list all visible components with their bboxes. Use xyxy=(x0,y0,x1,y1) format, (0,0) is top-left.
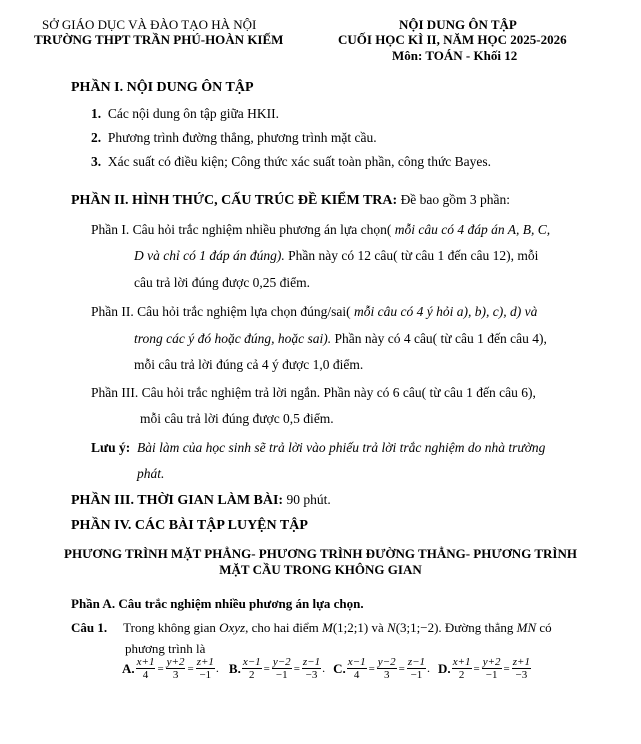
part4-topic-line2: MẶT CẦU TRONG KHÔNG GIAN xyxy=(219,562,422,577)
text: Phần này có 4 câu( từ câu 1 đến câu 4), xyxy=(331,331,547,346)
text: . Đường thẳng xyxy=(438,620,514,635)
part3-title: PHẦN III. THỜI GIAN LÀM BÀI: xyxy=(71,493,284,508)
part1-item-text: Phương trình đường thẳng, phương trình mặt cầu. xyxy=(107,130,377,145)
part2-p3-line2: mỗi câu trả lời đúng được 0,5 điểm. xyxy=(140,411,334,426)
part4-topic-line1: PHƯƠNG TRÌNH MẶT PHẲNG- PHƯƠNG TRÌNH ĐƯỜNG THẲNG- PHƯƠNG TRÌNH xyxy=(64,546,577,561)
math-point-n: N xyxy=(387,620,396,635)
header-left-line2: TRƯỜNG THPT TRẦN PHÚ-HOÀN KIẾM xyxy=(34,32,284,47)
part2-p2-line1 xyxy=(91,304,537,320)
part1-item-3 xyxy=(91,154,491,170)
fraction: $\frac{y+2}{-1}$ xyxy=(482,656,501,681)
question-label: Câu 1. xyxy=(71,620,108,635)
part2-p1-line1 xyxy=(91,222,550,238)
equals-sign: = xyxy=(398,662,405,675)
text-italic: D và chỉ có 1 đáp án đúng). xyxy=(134,248,285,263)
option-letter: C. xyxy=(333,660,346,676)
math-coord-n: (3;1;−2) xyxy=(395,620,439,635)
option-c[interactable] xyxy=(333,656,430,681)
fraction: $\frac{y-2}{-1}$ xyxy=(272,656,291,681)
part1-item-1 xyxy=(91,106,279,122)
option-a[interactable] xyxy=(122,656,219,681)
part3-value: 90 phút. xyxy=(283,492,331,507)
question1-line1 xyxy=(71,620,552,636)
header-right-line1: NỘI DUNG ÔN TẬP xyxy=(399,17,517,32)
part1-item-2 xyxy=(91,130,377,146)
option-end: . xyxy=(427,661,431,675)
math-oxyz: Oxyz xyxy=(219,620,246,635)
part1-item-text: Xác suất có điều kiện; Công thức xác suất toàn phần, công thức Bayes. xyxy=(107,154,492,169)
text-italic: mỗi câu có 4 ý hỏi a), b), c), d) và xyxy=(350,304,538,319)
part1-item-num: 1. xyxy=(91,106,102,121)
math-point-m: M xyxy=(322,620,333,635)
equals-sign: = xyxy=(187,662,194,675)
fraction: $\frac{z+1}{-3}$ xyxy=(512,656,530,681)
fraction: $\frac{x-1}{2}$ xyxy=(242,656,261,681)
header-right-line3: Môn: TOÁN - Khối 12 xyxy=(392,48,518,63)
part1-item-text: Các nội dung ôn tập giữa HKII. xyxy=(107,106,280,121)
equals-sign: = xyxy=(263,662,270,675)
part2-note-line2: phát. xyxy=(137,466,165,481)
math-coord-m: (1;2;1) xyxy=(332,620,369,635)
fraction: $\frac{x+1}{2}$ xyxy=(452,656,471,681)
header-right-line2: CUỐI HỌC KÌ II, NĂM HỌC 2025-2026 xyxy=(338,32,567,47)
option-d[interactable] xyxy=(438,656,532,681)
equals-sign: = xyxy=(293,662,300,675)
part1-item-num: 3. xyxy=(91,154,102,169)
part2-p2-line2 xyxy=(134,331,547,347)
text: Trong không gian xyxy=(123,620,216,635)
part2-heading xyxy=(71,192,510,209)
note-text: Bài làm của học sinh sẽ trả lời vào phiếu trả lời trắc nghiệm do nhà trường xyxy=(136,440,546,455)
text: Phần I. Câu hỏi trắc nghiệm nhiều phương án lựa chọn( xyxy=(91,222,392,237)
part1-item-num: 2. xyxy=(91,130,102,145)
question1-options xyxy=(122,656,532,681)
part2-title-suffix: Đề bao gồm 3 phần: xyxy=(397,192,511,207)
part2-p2-line3: mỗi câu trả lời đúng cả 4 ý được 1,0 điểm. xyxy=(134,357,364,372)
text: , cho hai điểm xyxy=(245,620,319,635)
fraction: $\frac{y+2}{3}$ xyxy=(166,656,185,681)
equals-sign: = xyxy=(157,662,164,675)
fraction: $\frac{x+1}{4}$ xyxy=(136,656,155,681)
part2-p1-line3: câu trả lời đúng được 0,25 điểm. xyxy=(134,275,311,290)
note-label: Lưu ý: xyxy=(91,440,131,455)
fraction: $\frac{y-2}{3}$ xyxy=(377,656,396,681)
part2-note-line1 xyxy=(91,440,545,456)
equals-sign: = xyxy=(368,662,375,675)
equals-sign: = xyxy=(503,662,510,675)
text-italic: trong các ý đó hoặc đúng, hoặc sai). xyxy=(134,331,332,346)
part4-title: PHẦN IV. CÁC BÀI TẬP LUYỆN TẬP xyxy=(71,518,308,533)
fraction: $\frac{z-1}{-1}$ xyxy=(407,656,426,681)
part2-p3-line1: Phần III. Câu hỏi trắc nghiệm trả lời ngắn. Phần này có 6 câu( từ câu 1 đến câu 6), xyxy=(91,385,536,400)
option-b[interactable] xyxy=(229,656,325,681)
question1-line2: phương trình là xyxy=(125,641,206,656)
option-end: . xyxy=(322,661,326,675)
equals-sign: = xyxy=(473,662,480,675)
fraction: $\frac{z+1}{-1}$ xyxy=(196,656,214,681)
text: và xyxy=(371,620,384,635)
fraction: $\frac{x-1}{4}$ xyxy=(347,656,366,681)
header-left-line1: SỞ GIÁO DỤC VÀ ĐÀO TẠO HÀ NỘI xyxy=(42,17,257,32)
option-letter: D. xyxy=(438,660,451,676)
part4-partA: Phần A. Câu trắc nghiệm nhiều phương án lựa chọn. xyxy=(71,596,364,611)
part2-p1-line2 xyxy=(134,248,538,264)
text-italic: mỗi câu có 4 đáp án A, B, C, xyxy=(391,222,551,237)
text: Phần II. Câu hỏi trắc nghiệm lựa chọn đúng/sai( xyxy=(91,304,351,319)
part1-title: PHẦN I. NỘI DUNG ÔN TẬP xyxy=(71,80,254,95)
option-letter: B. xyxy=(228,660,241,676)
option-letter: A. xyxy=(122,660,135,676)
part2-title: PHẦN II. HÌNH THỨC, CẤU TRÚC ĐỀ KIỂM TRA: xyxy=(71,193,398,208)
text: Phần này có 12 câu( từ câu 1 đến câu 12), mỗi xyxy=(284,248,539,263)
part3-heading xyxy=(71,492,331,509)
option-end: . xyxy=(215,661,219,675)
math-mn: MN xyxy=(516,620,537,635)
fraction: $\frac{z-1}{-3}$ xyxy=(302,656,321,681)
text: có xyxy=(539,620,552,635)
